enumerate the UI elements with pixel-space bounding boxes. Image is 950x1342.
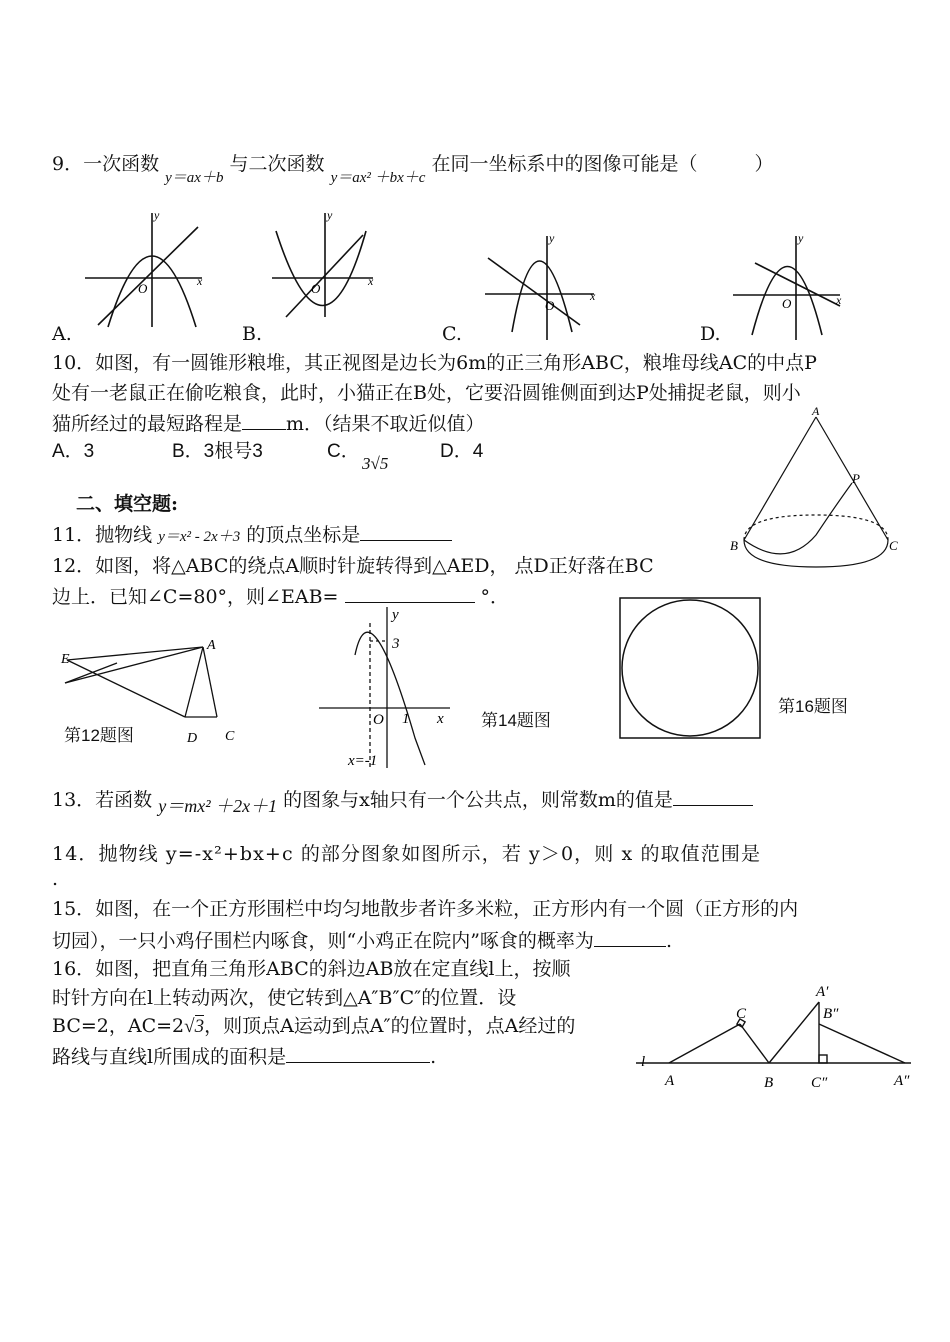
q9-option-a: A. — [52, 323, 72, 345]
fig16-caption: 第16题图 — [778, 697, 848, 716]
cone-b-label: B — [730, 538, 738, 553]
fig16-a-double-prime-label: A″ — [894, 1073, 910, 1089]
q10-option-a: A．3 — [52, 441, 95, 462]
fig14-caption: 第14题图 — [481, 711, 551, 730]
q9-quadratic-formula: y＝ax² ＋bx＋c — [330, 170, 426, 186]
axis-y-label: y — [154, 208, 160, 222]
cone-figure — [726, 405, 906, 575]
answer-blank — [594, 928, 666, 947]
q9-graph-d — [730, 230, 850, 342]
fig16-a-prime-label: A′ — [816, 984, 829, 1000]
q16-line4 — [52, 1044, 436, 1069]
fig16-b-double-prime-label: B″ — [823, 1006, 839, 1022]
fig12-d-label: D — [187, 731, 198, 746]
cone-c-label: C — [889, 538, 898, 553]
q13-suffix: 的图象与x轴只有一个公共点，则常数m的值是 — [283, 789, 673, 811]
q10-option-b: B．3根号3 — [172, 441, 263, 462]
fig14-y-label: y — [392, 607, 399, 623]
q9-graph-a — [80, 205, 220, 330]
q13-line — [52, 787, 753, 816]
fig16-a-label: A — [665, 1073, 675, 1089]
q9-prefix: 9．一次函数 — [52, 153, 160, 175]
q9-graph-b — [268, 205, 388, 320]
q11-formula: y＝x² - 2x＋3 — [158, 529, 241, 545]
answer-blank — [242, 411, 286, 430]
q11-suffix: 的顶点坐标是 — [246, 524, 361, 546]
q9-mid: 与二次函数 — [229, 153, 325, 175]
q10-line1: 10．如图，有一圆锥形粮堆，其正视图是边长为6m的正三角形ABC，粮堆母线AC的中点P — [52, 352, 817, 374]
q10-option-d: D．4 — [440, 441, 484, 462]
answer-blank — [286, 1044, 430, 1063]
rotation-figure — [636, 984, 916, 1095]
q9-option-d: D. — [700, 323, 721, 345]
q10-option-c: C． — [327, 441, 360, 462]
axis-x-label: x — [197, 274, 203, 288]
q10-line2: 处有一老鼠正在偷吃粮食，此时，小猫正在B处，它要沿圆锥侧面到达P处捕捉老鼠，则小 — [52, 382, 801, 404]
q15-line2-end: . — [665, 930, 672, 952]
fig12-c-label: C — [225, 729, 235, 744]
q10-option-c-value: 3√5 — [362, 454, 389, 473]
q13-prefix: 13．若函数 — [52, 789, 153, 811]
q13-formula: y＝mx² ＋2x＋1 — [158, 796, 278, 816]
fig12-a-label: A — [207, 638, 216, 653]
q9-linear-formula: y＝ax＋b — [165, 170, 224, 186]
q16-line2: 时针方向在l上转动两次，使它转到△A″B″C″的位置．设 — [52, 987, 517, 1009]
q16-line3 — [52, 1015, 575, 1039]
axis-x-label: x — [836, 293, 842, 307]
q9-line — [52, 153, 774, 186]
q16-sqrt-value: 3 — [194, 1016, 205, 1037]
answer-blank — [360, 522, 452, 541]
q10-line3-text: 猫所经过的最短路程是 — [52, 413, 243, 435]
q9-option-b: B. — [242, 323, 263, 345]
q11-prefix: 11．抛物线 — [52, 524, 153, 546]
fig14 — [315, 603, 465, 768]
section-title: 二、填空题: — [76, 493, 179, 515]
origin-label: O — [782, 296, 792, 311]
answer-blank — [673, 787, 753, 806]
q9-option-c: C. — [442, 323, 462, 345]
axis-x-label: x — [590, 289, 596, 303]
fig16-line-label: l — [641, 1054, 646, 1070]
origin-label: O — [545, 298, 555, 313]
q15-line1: 15．如图，在一个正方形围栏中均匀地散步者许多米粒，正方形内有一个圆（正方形的内 — [52, 898, 799, 920]
q14-line1: 14．抛物线 y=-x²+bx+c 的部分图象如图所示，若 y＞0，则 x 的取值范围是 — [52, 843, 762, 865]
cone-p-label: P — [852, 471, 860, 486]
fig14-origin-label: O — [373, 712, 384, 728]
q16-line3-text: BC=2，AC=2 — [52, 1015, 185, 1037]
fig14-axis-of-symmetry-label: x=-1 — [348, 753, 378, 769]
q16-line4-text: 路线与直线l所围成的面积是 — [52, 1046, 287, 1068]
axis-y-label: y — [549, 231, 555, 245]
q9-graph-c — [482, 230, 602, 342]
fig14-intercept-label: 3 — [392, 636, 400, 652]
q15-line2-text: 切园），一只小鸡仔围栏内啄食，则“小鸡正在院内”啄食的概率为 — [52, 930, 594, 952]
fig16-c-label: C — [736, 1006, 747, 1022]
axis-y-label: y — [798, 231, 804, 245]
fig14-root-label: 1 — [402, 711, 410, 727]
q16-line1: 16．如图，把直角三角形ABC的斜边AB放在定直线l上，按顺 — [52, 958, 571, 980]
q16-line4-end: . — [430, 1046, 437, 1068]
q15-line2 — [52, 928, 672, 953]
fig16-c-double-prime-label: C″ — [811, 1075, 828, 1091]
q14-line2: . — [52, 868, 59, 890]
square-circle-figure — [619, 597, 761, 739]
q16-line3-rest: ，则顶点A运动到点A″的位置时，点A经过的 — [204, 1015, 576, 1037]
fig12-e-label: E — [61, 652, 70, 667]
q12-line2-text: 边上．已知∠C=80°，则∠EAB= — [52, 586, 339, 608]
cone-apex-label: A — [812, 404, 820, 418]
axis-x-label: x — [368, 274, 374, 288]
q9-suffix: 在同一坐标系中的图像可能是（ ） — [431, 153, 774, 175]
q10-line3 — [52, 411, 485, 436]
origin-label: O — [311, 281, 321, 296]
q12-line2-end: °． — [480, 586, 510, 608]
answer-blank — [345, 584, 475, 603]
origin-label: O — [138, 281, 148, 296]
axis-y-label: y — [327, 208, 333, 222]
fig14-x-label: x — [437, 711, 444, 727]
fig16-b-label: B — [764, 1075, 774, 1091]
q12-line1: 12．如图，将△ABC的绕点A顺时针旋转得到△AED， 点D正好落在BC — [52, 555, 654, 577]
sqrt-sign: √ — [184, 1016, 195, 1037]
q10-line3-unit: m．（结果不取近似值） — [286, 413, 485, 435]
fig12-caption: 第12题图 — [64, 726, 134, 745]
q11-line — [52, 522, 452, 547]
